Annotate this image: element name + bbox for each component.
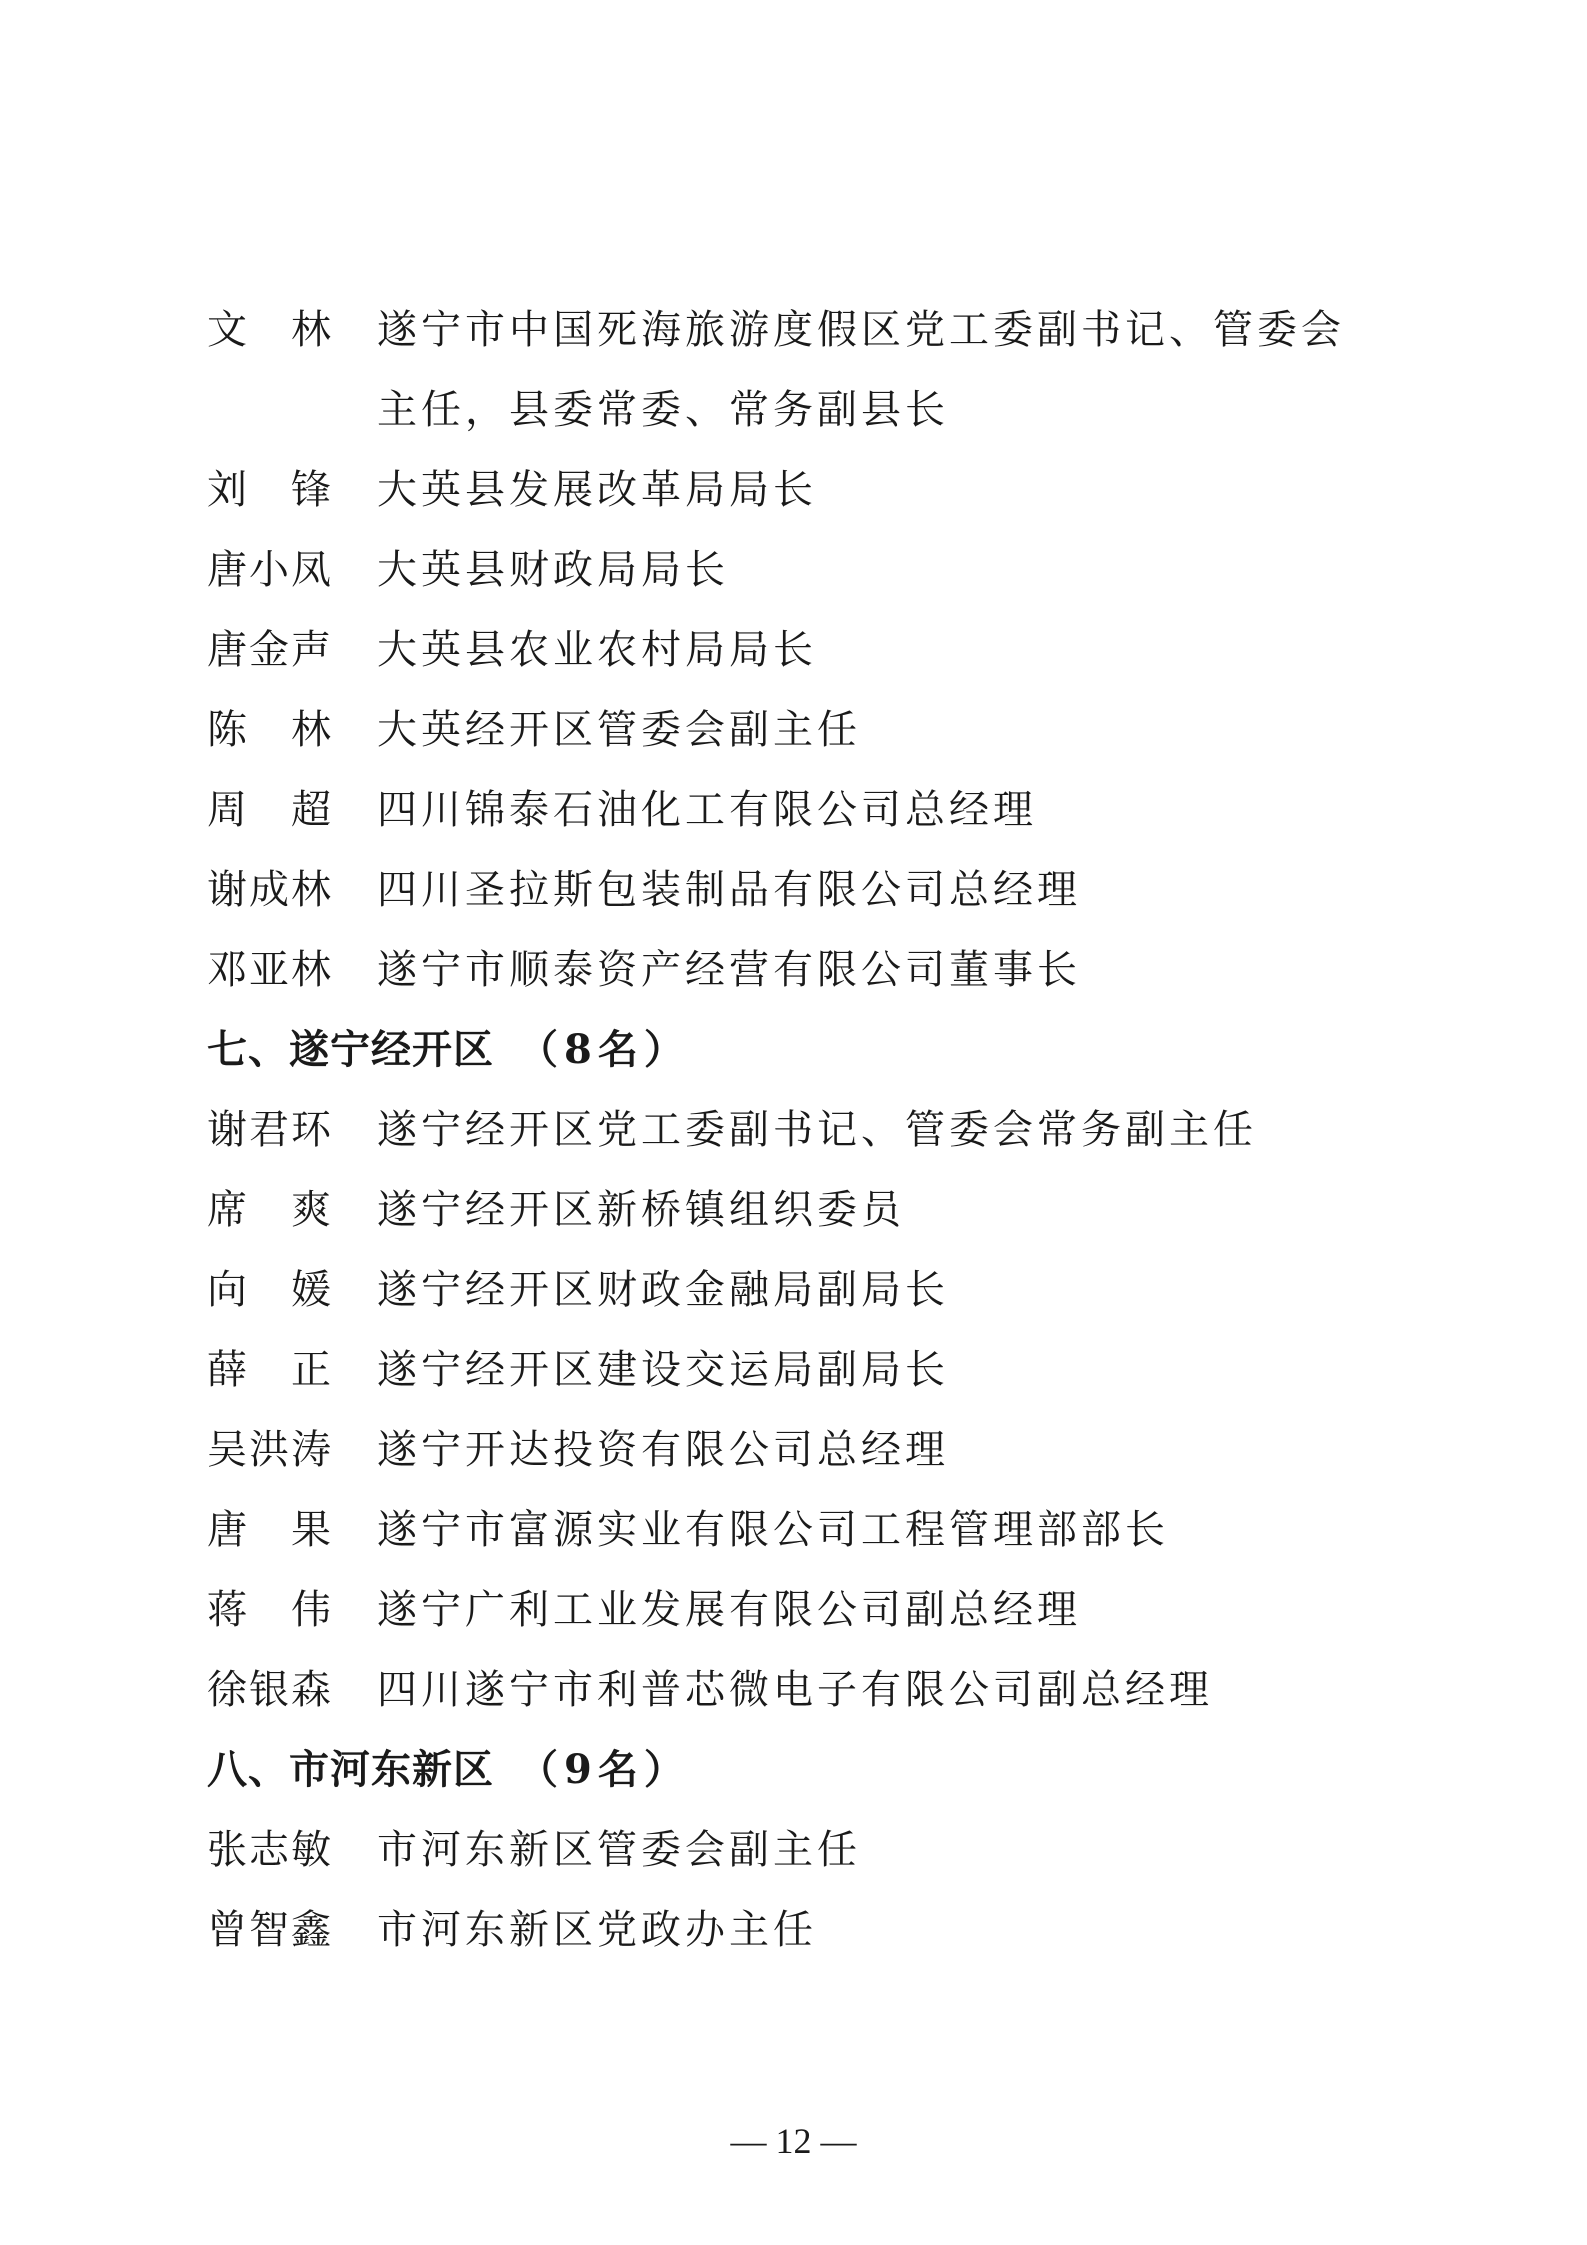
person-name: 谢君环 (207, 1107, 333, 1153)
person-name: 蒋 伟 (207, 1587, 333, 1633)
section-heading-count: （9名） (518, 1746, 690, 1793)
person-title: 遂宁市富源实业有限公司工程管理部部长 (377, 1507, 1169, 1553)
person-title: 遂宁经开区财政金融局副局长 (377, 1267, 949, 1313)
list-item (207, 850, 1387, 930)
person-title: 四川遂宁市利普芯微电子有限公司副总经理 (377, 1667, 1213, 1713)
person-title: 市河东新区管委会副主任 (377, 1827, 861, 1873)
person-name: 周 超 (207, 787, 333, 833)
list-item (207, 690, 1387, 770)
list-item (207, 530, 1387, 610)
person-title: 大英县财政局局长 (377, 547, 729, 593)
person-title: 四川锦泰石油化工有限公司总经理 (377, 787, 1037, 833)
person-name: 陈 林 (207, 707, 333, 753)
list-item (207, 1810, 1387, 1890)
person-title: 遂宁市中国死海旅游度假区党工委副书记、管委会主任，县委常委、常务副县长 (377, 307, 1345, 433)
person-title: 遂宁经开区新桥镇组织委员 (377, 1187, 905, 1233)
list-item (207, 1090, 1387, 1170)
person-name: 唐金声 (207, 627, 333, 673)
person-name: 邓亚林 (207, 947, 333, 993)
list-item (207, 770, 1387, 850)
list-item (207, 1490, 1387, 1570)
list-item (207, 290, 1387, 450)
person-title: 大英县发展改革局局长 (377, 467, 817, 513)
list-item (207, 1170, 1387, 1250)
section-heading (207, 1730, 1387, 1810)
list-item (207, 610, 1387, 690)
personnel-list (207, 290, 1387, 1970)
section-heading (207, 1010, 1387, 1090)
person-name: 刘 锋 (207, 467, 333, 513)
person-name: 吴洪涛 (207, 1427, 333, 1473)
person-name: 谢成林 (207, 867, 333, 913)
list-item (207, 1330, 1387, 1410)
person-title: 遂宁广利工业发展有限公司副总经理 (377, 1587, 1081, 1633)
page-number: — 12 — (730, 2121, 857, 2161)
list-item (207, 1650, 1387, 1730)
person-name: 薛 正 (207, 1347, 333, 1393)
person-title: 市河东新区党政办主任 (377, 1907, 817, 1953)
person-title: 遂宁开达投资有限公司总经理 (377, 1427, 949, 1473)
person-name: 席 爽 (207, 1187, 333, 1233)
person-title: 四川圣拉斯包装制品有限公司总经理 (377, 867, 1081, 913)
person-name: 张志敏 (207, 1827, 333, 1873)
person-title: 遂宁市顺泰资产经营有限公司董事长 (377, 947, 1081, 993)
person-title: 大英经开区管委会副主任 (377, 707, 861, 753)
list-item (207, 1250, 1387, 1330)
section-heading-title: 八、市河东新区 (207, 1747, 494, 1793)
list-item (207, 1410, 1387, 1490)
person-title: 遂宁经开区建设交运局副局长 (377, 1347, 949, 1393)
person-name: 向 媛 (207, 1267, 333, 1313)
person-name: 唐 果 (207, 1507, 333, 1553)
section-heading-count: （8名） (518, 1026, 690, 1073)
list-item (207, 1570, 1387, 1650)
person-name: 唐小凤 (207, 547, 333, 593)
person-title: 大英县农业农村局局长 (377, 627, 817, 673)
person-name: 曾智鑫 (207, 1907, 333, 1953)
section-heading-title: 七、遂宁经开区 (207, 1027, 494, 1073)
person-name: 文 林 (207, 307, 333, 353)
list-item (207, 1890, 1387, 1970)
list-item (207, 930, 1387, 1010)
person-name: 徐银森 (207, 1667, 333, 1713)
list-item (207, 450, 1387, 530)
person-title: 遂宁经开区党工委副书记、管委会常务副主任 (377, 1107, 1257, 1153)
